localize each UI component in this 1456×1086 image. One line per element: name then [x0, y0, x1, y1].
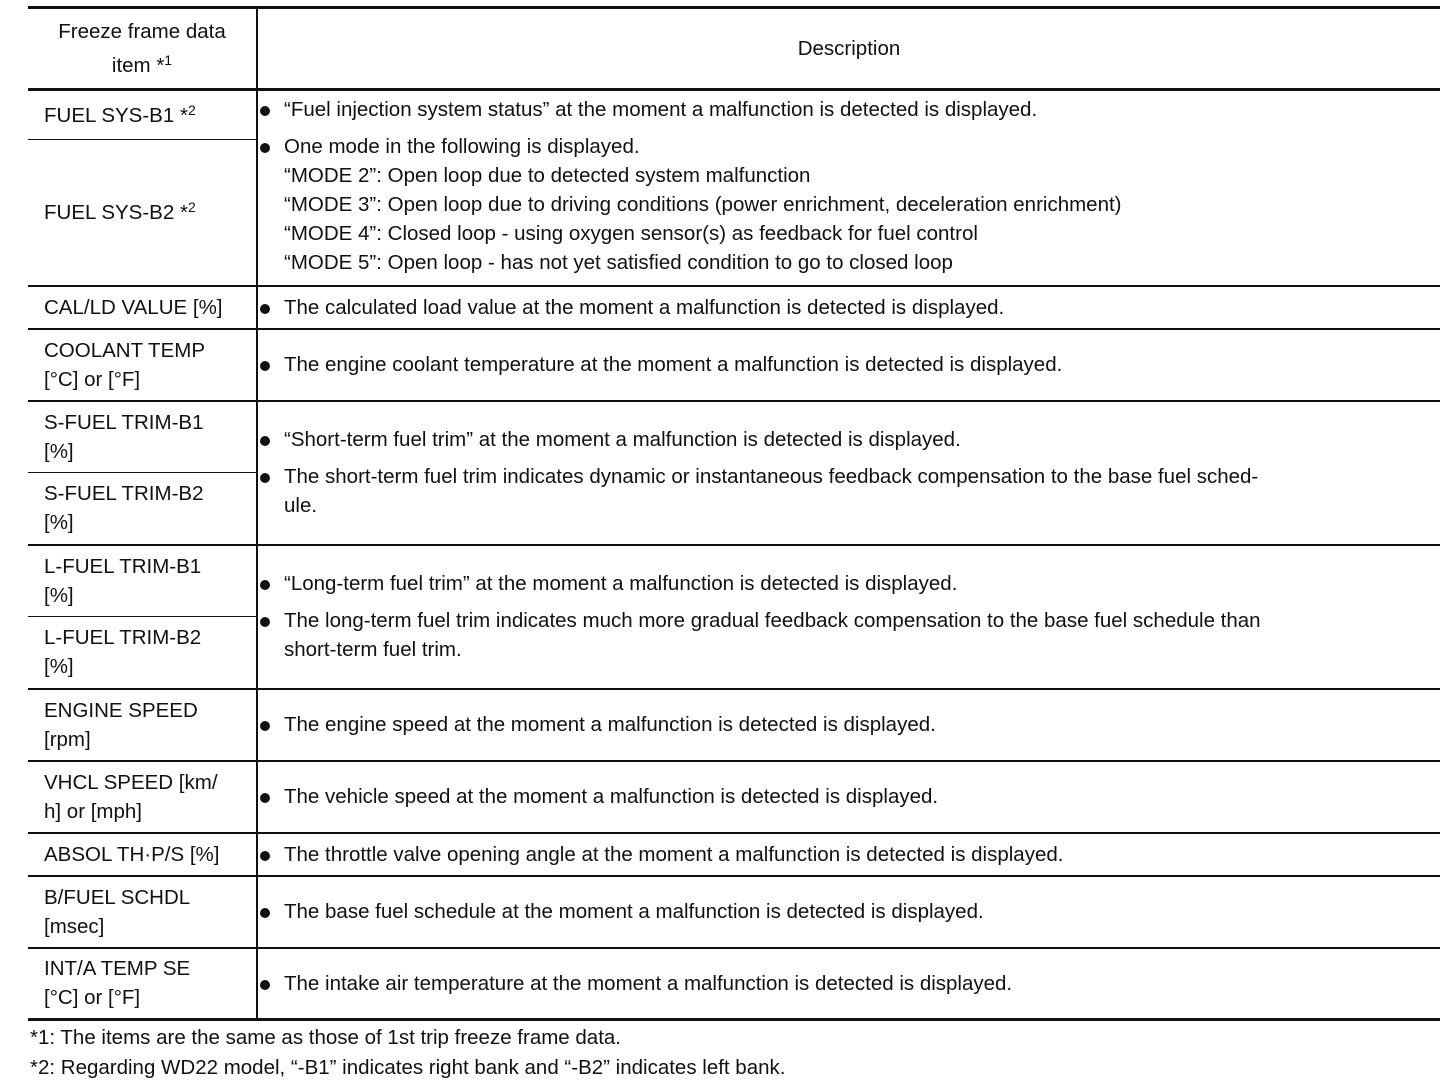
bullet-icon [260, 580, 270, 590]
table-row [28, 689, 1440, 761]
item-engine-speed [28, 689, 257, 761]
item-label: FUEL SYS-B2 * [44, 200, 188, 224]
header-description: Description [257, 8, 1440, 90]
desc-text: The short-term fuel trim indicates dynamic or instantaneous feedback compensation to the base fuel sched- [284, 465, 1259, 488]
header-item-line2: item * [111, 53, 165, 77]
item-label: INT/A TEMP SE [44, 957, 191, 981]
item-l-fuel-trim-b2 [28, 617, 257, 689]
desc-text: The long-term fuel trim indicates much more gradual feedback compensation to the base fuel schedule than [284, 609, 1261, 632]
item-unit: [%] [44, 511, 74, 535]
item-fuel-sys-b2 [28, 140, 257, 286]
table-row [28, 948, 1440, 1020]
table-row [28, 401, 1440, 473]
table-row [28, 545, 1440, 617]
table-row [28, 833, 1440, 876]
list-item [258, 95, 1440, 124]
list-item [258, 132, 1440, 277]
desc-text: ule. [284, 494, 318, 517]
item-label: FUEL SYS-B1 * [44, 103, 188, 127]
item-s-fuel-trim-b2 [28, 473, 257, 545]
bullet-icon [260, 304, 270, 314]
desc-text: “Long-term fuel trim” at the moment a malfunction is detected is displayed. [284, 572, 958, 595]
desc-text: The base fuel schedule at the moment a malfunction is detected is displayed. [284, 900, 984, 923]
item-l-fuel-trim-b1 [28, 545, 257, 617]
mode-line: “MODE 3”: Open loop due to driving conditions (power enrichment, deceleration enrichment) [284, 193, 1122, 216]
desc-text: “Fuel injection system status” at the moment a malfunction is detected is displayed. [284, 98, 1038, 121]
item-sup: 2 [187, 101, 196, 118]
desc-engine-speed [257, 689, 1440, 761]
bullet-icon [260, 617, 270, 627]
desc-text: One mode in the following is displayed. [284, 135, 640, 158]
header-item [28, 8, 257, 90]
mode-line: “MODE 5”: Open loop - has not yet satisfied condition to go to closed loop [284, 251, 953, 274]
item-absol-th-ps: ABSOL TH·P/S [%] [28, 833, 257, 876]
desc-text: short-term fuel trim. [284, 638, 462, 661]
desc-text: The vehicle speed at the moment a malfunction is detected is displayed. [284, 785, 939, 808]
bullet-icon [260, 361, 270, 371]
list-item [258, 606, 1440, 664]
desc-text: The engine speed at the moment a malfunction is detected is displayed. [284, 713, 936, 736]
item-label: S-FUEL TRIM-B1 [44, 410, 204, 434]
freeze-frame-table [28, 6, 1440, 1021]
item-label: VHCL SPEED [km/ [44, 770, 218, 794]
item-b-fuel-schdl [28, 876, 257, 948]
desc-b-fuel-schdl [257, 876, 1440, 948]
item-cal-ld-value: CAL/LD VALUE [%] [28, 286, 257, 329]
item-fuel-sys-b1 [28, 90, 257, 140]
item-unit: [%] [44, 439, 74, 463]
item-unit: h] or [mph] [44, 799, 142, 823]
table-header-row [28, 8, 1440, 90]
item-label: S-FUEL TRIM-B2 [44, 482, 204, 506]
footnote-1: *1: The items are the same as those of 1st trip freeze frame data. [30, 1026, 621, 1049]
desc-fuel-sys [257, 90, 1440, 286]
item-label: COOLANT TEMP [44, 338, 205, 362]
bullet-icon [260, 473, 270, 483]
item-coolant-temp [28, 329, 257, 401]
bullet-icon [260, 143, 270, 153]
bullet-icon [260, 980, 270, 990]
bullet-icon [260, 793, 270, 803]
item-s-fuel-trim-b1 [28, 401, 257, 473]
desc-l-fuel-trim [257, 545, 1440, 689]
footnote-2: *2: Regarding WD22 model, “-B1” indicates right bank and “-B2” indicates left bank. [30, 1056, 786, 1079]
table-row [28, 329, 1440, 401]
list-item [258, 569, 1440, 598]
bullet-icon [260, 908, 270, 918]
desc-text: The throttle valve opening angle at the moment a malfunction is detected is displayed. [284, 842, 1064, 866]
item-label: B/FUEL SCHDL [44, 885, 191, 909]
item-vhcl-speed [28, 761, 257, 833]
header-item-line1: Freeze frame data [58, 19, 226, 43]
table-row [28, 90, 1440, 140]
document [28, 6, 1440, 1083]
item-label: ENGINE SPEED [44, 698, 198, 722]
list-item [258, 425, 1440, 454]
desc-text: The intake air temperature at the moment a malfunction is detected is displayed. [284, 971, 1013, 995]
desc-text: “Short-term fuel trim” at the moment a malfunction is detected is displayed. [284, 428, 961, 451]
bullet-icon [260, 721, 270, 731]
bullet-icon [260, 106, 270, 116]
item-int-a-temp [28, 948, 257, 1020]
desc-coolant-temp [257, 329, 1440, 401]
item-label: L-FUEL TRIM-B1 [44, 554, 202, 578]
mode-line: “MODE 4”: Closed loop - using oxygen sensor(s) as feedback for fuel control [284, 222, 978, 245]
table-row [28, 286, 1440, 329]
desc-text: The engine coolant temperature at the moment a malfunction is detected is displayed. [284, 353, 1063, 376]
desc-cal-ld-value [257, 286, 1440, 329]
item-unit: [°C] or [°F] [44, 367, 141, 391]
table-row [28, 761, 1440, 833]
mode-line: “MODE 2”: Open loop due to detected system malfunction [284, 164, 811, 187]
desc-s-fuel-trim [257, 401, 1440, 545]
desc-vhcl-speed [257, 761, 1440, 833]
item-unit: [rpm] [44, 727, 91, 751]
header-item-sup: 1 [164, 51, 173, 68]
item-label: L-FUEL TRIM-B2 [44, 626, 202, 650]
bullet-icon [260, 436, 270, 446]
item-unit: [msec] [44, 914, 105, 938]
desc-absol-th-ps [257, 833, 1440, 876]
desc-text: The calculated load value at the moment a malfunction is detected is displayed. [284, 295, 1005, 319]
table-row [28, 876, 1440, 948]
item-unit: [%] [44, 583, 74, 607]
item-unit: [°C] or [°F] [44, 986, 141, 1010]
list-item [258, 462, 1440, 520]
footnotes [28, 1023, 1440, 1083]
item-unit: [%] [44, 655, 74, 679]
desc-int-a-temp [257, 948, 1440, 1020]
bullet-icon [260, 851, 270, 861]
item-sup: 2 [187, 198, 196, 215]
